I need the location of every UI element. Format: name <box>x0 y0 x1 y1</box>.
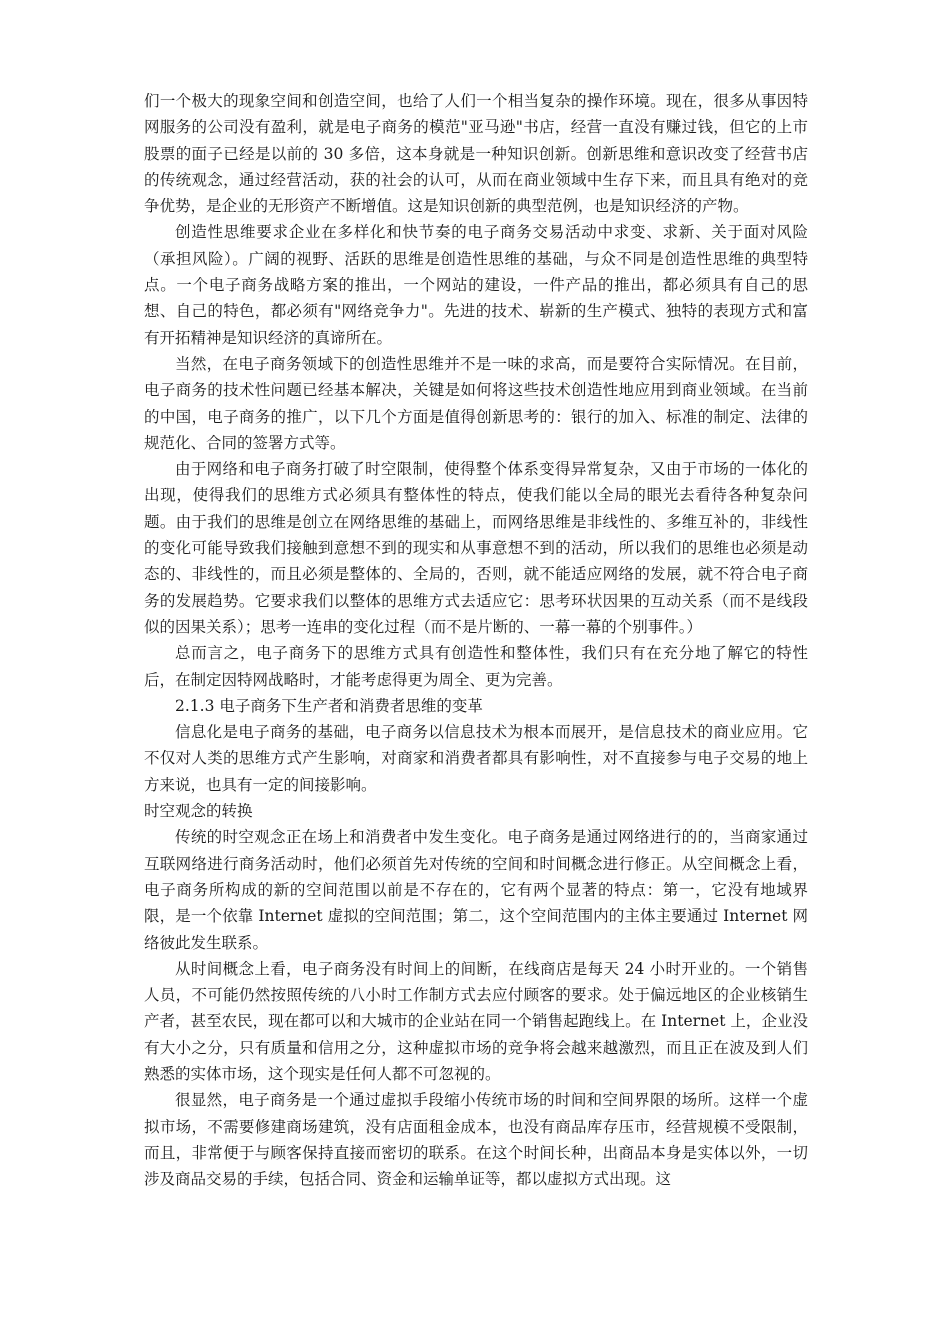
paragraph-holistic-thinking: 由于网络和电子商务打破了时空限制，使得整个体系变得异常复杂，又由于市场的一体化的出现，使得我们的思维方式必须具有整体性的特点，使我们能以全局的眼光去看待各种复杂问题。由于我们的思维是创立在网络思维的基础上，而网络思维是非线性的、多维互补的，非线性的变化可能导致我们接触到意想不到的现实和从事意想不到的活动，所以我们的思维也必须是动态的、非线性的，而且必须是整体的、全局的，否则，就不能适应网络的发展，就不符合电子商务的发展趋势。它要求我们以整体的思维方式去适应它：思考环状因果的互动关系（而不是线段似的因果关系）；思考一连串的变化过程（而不是片断的、一幕一幕的个别事件。） <box>144 460 808 636</box>
paragraph-time-concept: 从时间概念上看，电子商务没有时间上的间断，在线商店是每天 24 小时开业的。一个销售人员，不可能仍然按照传统的八小时工作制方式去应付顾客的要求。处于偏远地区的企业核销生产者，甚至农民，现在都可以和大城市的企业站在同一个销售起跑线上。在 Internet 上，企业没有大小之分，只有质量和信用之分，这种虚拟市场的竞争将会越来越激烈，而且正在波及到人们熟悉的实体市场，这个现实是任何人都不可忽视的。 <box>144 959 808 1083</box>
paragraph-space-concept: 传统的时空观念正在场上和消费者中发生变化。电子商务是通过网络进行的的，当商家通过互联网络进行商务活动时，他们必须首先对传统的空间和时间概念进行修正。从空间概念上看，电子商务所构成的新的空间范围以前是不存在的，它有两个显著的特点：第一，它没有地域界限，是一个依靠 Internet 虚拟的空间范围；第二，这个空间范围内的主体主要通过 Internet 网络彼此发生联系。 <box>144 828 808 952</box>
paragraph-continued-innovation: 们一个极大的现象空间和创造空间，也给了人们一个相当复杂的操作环境。现在，很多从事因特网服务的公司没有盈利，就是电子商务的模范"亚马逊"书店，经营一直没有赚过钱，但它的上市股票的面子已经是以前的 30 多倍，这本身就是一种知识创新。创新思维和意识改变了经营书店的传统观念，通过经营活动，获的社会的认可，从而在商业领域中生存下来，而且具有绝对的竞争优势，是企业的无形资产不断增值。这是知识创新的典型范例，也是知识经济的产物。 <box>144 92 808 216</box>
paragraph-informatization: 信息化是电子商务的基础，电子商务以信息技术为根本而展开，是信息技术的商业应用。它不仅对人类的思维方式产生影响，对商家和消费者都具有影响性，对不直接参与电子交易的地上方来说，也具有一定的间接影响。 <box>144 723 808 794</box>
paragraph-practical-situation: 当然，在电子商务领域下的创造性思维并不是一味的求高，而是要符合实际情况。在目前，电子商务的技术性问题已经基本解决，关键是如何将这些技术创造性地应用到商业领域。在当前的中国，电子商务的推广，以下几个方面是值得创新思考的：银行的加入、标准的制定、法律的规范化、合同的签署方式等。 <box>144 354 808 452</box>
paragraph-virtual-market: 很显然，电子商务是一个通过虚拟手段缩小传统市场的时间和空间界限的场所。这样一个虚拟市场，不需要修建商场建筑，没有店面租金成本，也没有商品库存压市，经营规模不受限制，而且，非常便于与顾客保持直接而密切的联系。在这个时间长种，出商品本身是实体以外，一切涉及商品交易的手续，包括合同、资金和运输单证等，都以虚拟方式出现。这 <box>144 1091 808 1189</box>
document-page <box>144 88 808 1192</box>
subheading-time-space: 时空观念的转换 <box>144 802 253 821</box>
paragraph-summary: 总而言之，电子商务下的思维方式具有创造性和整体性，我们只有在充分地了解它的特性后，在制定因特网战略时，才能考虑得更为周全、更为完善。 <box>144 644 808 689</box>
section-heading: 2.1.3 电子商务下生产者和消费者思维的变革 <box>175 696 483 715</box>
paragraph-creative-thinking: 创造性思维要求企业在多样化和快节奏的电子商务交易活动中求变、求新、关于面对风险（承担风险）。广阔的视野、活跃的思维是创造性思维的基础，与众不同是创造性思维的典型特点。一个电子商务战略方案的推出，一个网站的建设，一件产品的推出，都必须具有自己的思想、自己的特色，都必须有"网络竞争力"。先进的技术、崭新的生产模式、独特的表现方式和富有开拓精神是知识经济的真谛所在。 <box>144 223 808 347</box>
